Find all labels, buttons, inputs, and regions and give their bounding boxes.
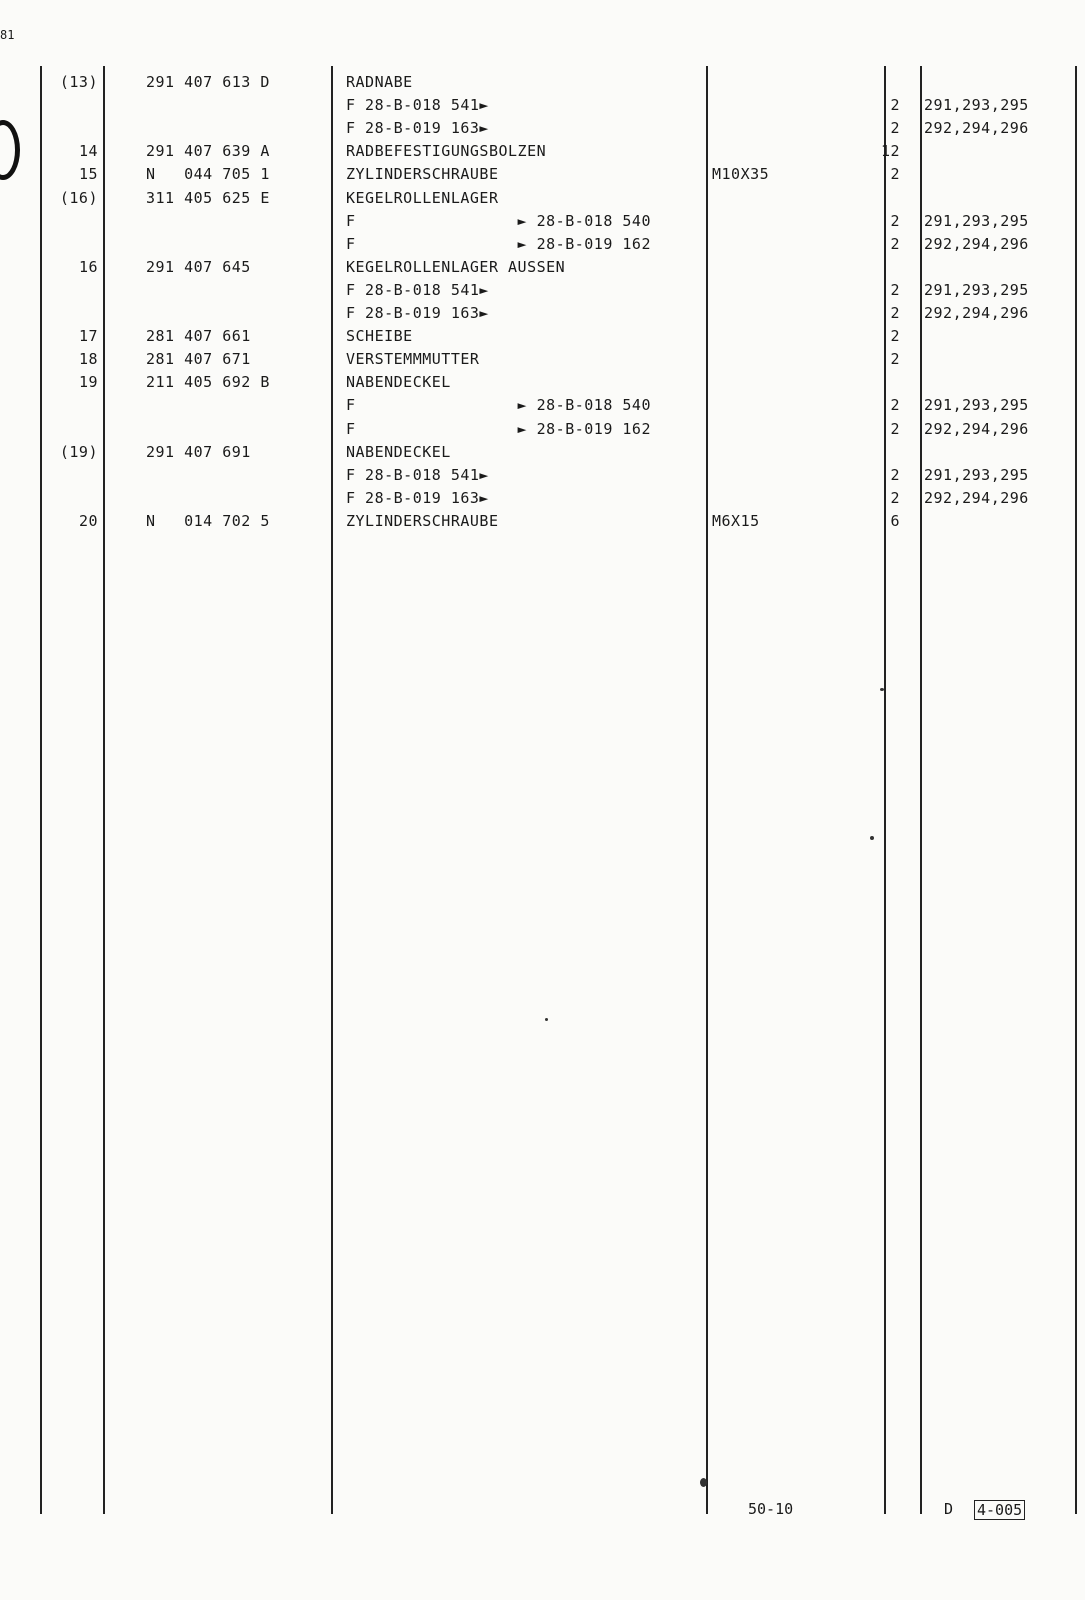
table-row [0, 441, 1085, 464]
cell-qty: 2 [890, 96, 900, 115]
cell-desc: ZYLINDERSCHRAUBE [346, 511, 499, 530]
cell-qty: 2 [890, 350, 900, 369]
print-speck [700, 1478, 707, 1487]
cell-part: 281 407 661 [146, 327, 251, 346]
table-row [0, 325, 1085, 348]
cell-qty: 2 [890, 396, 900, 415]
footer-ref-box: 4-005 [974, 1500, 1025, 1520]
cell-models: 292,294,296 [924, 234, 1029, 253]
table-row [0, 210, 1085, 233]
cell-pos: 14 [78, 142, 98, 161]
table-row [0, 418, 1085, 441]
cell-desc: F 28-B-019 163► [346, 488, 489, 507]
cell-pos: 20 [78, 511, 98, 530]
print-speck [870, 836, 874, 840]
cell-part: 311 405 625 E [146, 188, 270, 207]
cell-qty: 2 [890, 280, 900, 299]
table-row [0, 71, 1085, 94]
cell-models: 291,293,295 [924, 280, 1029, 299]
cell-qty: 2 [890, 119, 900, 138]
cell-pos: 18 [78, 350, 98, 369]
cell-desc: F 28-B-019 163► [346, 304, 489, 322]
table-row [0, 140, 1085, 163]
table-row [0, 348, 1085, 371]
cell-dim: M10X35 [712, 165, 770, 184]
cell-part: N 014 702 5 [146, 511, 270, 530]
cell-qty: 2 [890, 488, 900, 507]
cell-pos: (13) [59, 73, 98, 91]
cell-pos: (19) [59, 442, 98, 461]
cell-qty: 2 [890, 211, 900, 230]
footer-sheet-number: 50-10 [748, 1500, 794, 1518]
cell-models: 291,293,295 [924, 211, 1029, 230]
cell-desc: F ► 28-B-019 162 [346, 419, 651, 438]
cell-desc: F ► 28-B-018 540 [346, 211, 651, 230]
cell-desc: RADNABE [346, 73, 413, 91]
table-row [0, 233, 1085, 256]
cell-desc: KEGELROLLENLAGER [346, 188, 499, 207]
cell-qty: 2 [890, 234, 900, 253]
cell-desc: NABENDECKEL [346, 373, 451, 392]
cell-qty: 12 [880, 142, 900, 161]
cell-desc: RADBEFESTIGUNGSBOLZEN [346, 142, 547, 161]
cell-desc: F 28-B-018 541► [346, 465, 489, 484]
table-row [0, 394, 1085, 417]
cell-part: 291 407 639 A [146, 142, 270, 161]
cell-desc: ZYLINDERSCHRAUBE [346, 165, 499, 184]
cell-models: 291,293,295 [924, 396, 1029, 415]
cell-part: N 044 705 1 [146, 165, 270, 184]
table-row [0, 371, 1085, 394]
cell-part: 291 407 613 D [146, 73, 270, 91]
cell-desc: SCHEIBE [346, 327, 413, 346]
cell-models: 292,294,296 [924, 419, 1029, 438]
table-row [0, 256, 1085, 279]
cell-part: 281 407 671 [146, 350, 251, 369]
cell-desc: F 28-B-019 163► [346, 119, 489, 138]
cell-qty: 2 [890, 304, 900, 322]
cell-pos: 16 [78, 257, 98, 276]
cell-pos: (16) [59, 188, 98, 207]
cell-dim: M6X15 [712, 511, 760, 530]
cell-models: 291,293,295 [924, 465, 1029, 484]
table-row [0, 94, 1085, 117]
cell-qty: 2 [890, 419, 900, 438]
cell-models: 292,294,296 [924, 119, 1029, 138]
corner-label: 81 [0, 28, 15, 42]
table-row [0, 302, 1085, 325]
table-row [0, 510, 1085, 533]
cell-desc: F 28-B-018 541► [346, 96, 489, 115]
table-row [0, 117, 1085, 140]
table-row [0, 163, 1085, 186]
cell-qty: 2 [890, 327, 900, 346]
cell-qty: 2 [890, 465, 900, 484]
table-row [0, 464, 1085, 487]
cell-models: 292,294,296 [924, 488, 1029, 507]
cell-qty: 2 [890, 165, 900, 184]
table-row [0, 279, 1085, 302]
footer-d-label: D [944, 1500, 954, 1518]
cell-part: 291 407 645 [146, 257, 251, 276]
print-speck [545, 1018, 548, 1021]
cell-desc: F ► 28-B-018 540 [346, 396, 651, 415]
cell-desc: F 28-B-018 541► [346, 280, 489, 299]
cell-pos: 19 [78, 373, 98, 392]
cell-desc: VERSTEMMMUTTER [346, 350, 480, 369]
cell-pos: 17 [78, 327, 98, 346]
cell-desc: NABENDECKEL [346, 442, 451, 461]
cell-desc: F ► 28-B-019 162 [346, 234, 651, 253]
cell-models: 291,293,295 [924, 96, 1029, 115]
cell-qty: 6 [890, 511, 900, 530]
cell-models: 292,294,296 [924, 304, 1029, 322]
print-speck [880, 688, 884, 691]
table-row [0, 487, 1085, 510]
cell-desc: KEGELROLLENLAGER AUSSEN [346, 257, 566, 276]
cell-part: 211 405 692 B [146, 373, 270, 392]
table-row [0, 187, 1085, 210]
cell-part: 291 407 691 [146, 442, 251, 461]
cell-pos: 15 [78, 165, 98, 184]
